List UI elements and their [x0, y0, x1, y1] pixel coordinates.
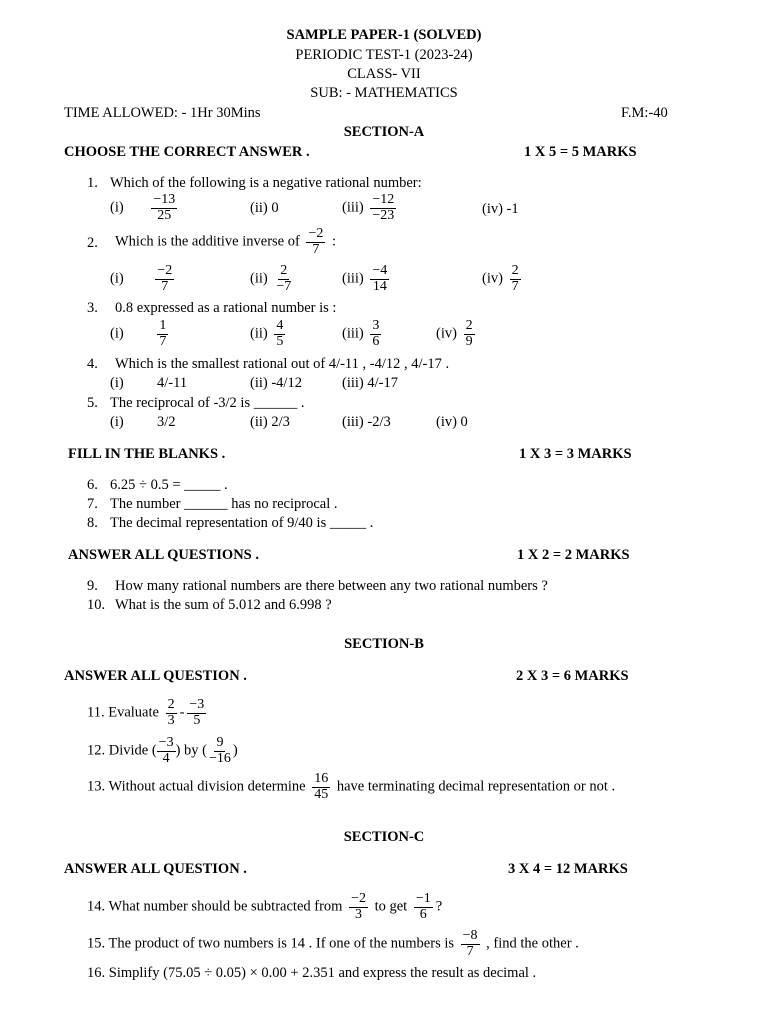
- fraction: $\frac{-13}{25}$: [153, 192, 176, 223]
- q12-mid: ) by (: [175, 742, 207, 759]
- q1-option-4: (iv) -1: [482, 201, 519, 217]
- q7-number: 7.: [87, 496, 98, 512]
- q14-mid: to get: [374, 898, 408, 915]
- q2-text: [115, 227, 336, 257]
- q11: [87, 698, 209, 728]
- paper-title: SAMPLE PAPER-1 (SOLVED): [286, 27, 482, 43]
- choose-marks: 1 X 5 = 5 MARKS: [524, 144, 637, 160]
- q14: [87, 892, 442, 922]
- q12-end: ): [232, 742, 238, 759]
- option-label: (i): [110, 325, 124, 342]
- full-marks: F.M:-40: [621, 105, 668, 121]
- option-label: (iii): [342, 199, 364, 216]
- q4-option-1: 4/-11: [157, 375, 188, 391]
- q9-text: How many rational numbers are there between any two rational numbers ?: [115, 578, 548, 594]
- q11-text: 11. Evaluate: [87, 704, 159, 721]
- fraction: $\frac{2}{-7}$: [276, 263, 292, 294]
- option-label: (i): [110, 199, 124, 216]
- q13-rest: have terminating decimal representation or not .: [336, 778, 616, 795]
- section-b-title: SECTION-B: [344, 636, 424, 652]
- fraction: $\frac{-8}{7}$: [462, 928, 478, 959]
- q13: [87, 772, 615, 802]
- q14-text: 14. What number should be subtracted from: [87, 898, 343, 915]
- fraction: $\frac{-4}{14}$: [372, 263, 388, 294]
- fraction: $\frac{3}{6}$: [372, 318, 380, 349]
- option-label: (iv): [436, 325, 457, 342]
- q2-option-4: [482, 264, 524, 294]
- q3-option-3: [342, 319, 384, 349]
- section-b-heading: ANSWER ALL QUESTION .: [64, 668, 247, 684]
- q5-number: 5.: [87, 395, 98, 411]
- q14-end: ?: [435, 898, 443, 915]
- q6-number: 6.: [87, 477, 98, 493]
- option-label: (iii): [342, 325, 364, 342]
- section-b-marks: 2 X 3 = 6 MARKS: [516, 668, 629, 684]
- choose-heading: CHOOSE THE CORRECT ANSWER .: [64, 144, 310, 160]
- q5-option-4: (iv) 0: [436, 414, 468, 430]
- fraction: $\frac{-3}{5}$: [189, 697, 205, 728]
- fill-blanks-marks: 1 X 3 = 3 MARKS: [519, 446, 632, 462]
- answer-all-marks: 1 X 2 = 2 MARKS: [517, 547, 630, 563]
- q4-text: Which is the smallest rational out of 4/-11 , -4/12 , 4/-17 .: [115, 356, 450, 372]
- q1-option-3: [342, 193, 399, 223]
- fraction: $\frac{2}{7}$: [511, 263, 519, 294]
- fill-blanks-heading: FILL IN THE BLANKS .: [68, 446, 226, 462]
- section-c-heading: ANSWER ALL QUESTION .: [64, 861, 247, 877]
- option-label: (ii): [250, 325, 268, 342]
- section-c-title: SECTION-C: [343, 829, 425, 845]
- q1-text: Which of the following is a negative rational number:: [110, 175, 422, 191]
- section-c-marks: 3 X 4 = 12 MARKS: [508, 861, 628, 877]
- q5-option-2: (ii) 2/3: [250, 414, 290, 430]
- q15-rest: , find the other .: [486, 935, 579, 952]
- colon: :: [331, 233, 337, 250]
- q4-option-1-label: (i): [110, 375, 124, 391]
- q12-text: 12. Divide (: [87, 742, 157, 759]
- q5-option-3: (iii) -2/3: [342, 414, 391, 430]
- section-a-title: SECTION-A: [343, 124, 425, 140]
- q1-option-1: [110, 193, 180, 223]
- q4-option-2: (ii) -4/12: [250, 375, 302, 391]
- fraction: $\frac{-12}{-23}$: [372, 192, 395, 223]
- q4-number: 4.: [87, 356, 98, 372]
- q2-option-3: [342, 264, 392, 294]
- q2-text-label: Which is the additive inverse of: [115, 233, 300, 250]
- q3-text: 0.8 expressed as a rational number is :: [115, 300, 337, 316]
- fraction: $\frac{4}{5}$: [276, 318, 284, 349]
- q3-option-2: [250, 319, 288, 349]
- q15: [87, 929, 579, 959]
- q5-option-1-label: (i): [110, 414, 124, 430]
- option-label: (iii): [342, 270, 364, 287]
- q15-text: 15. The product of two numbers is 14 . If one of the numbers is: [87, 935, 455, 952]
- q1-number: 1.: [87, 175, 98, 191]
- q13-text: 13. Without actual division determine: [87, 778, 306, 795]
- q8-text: The decimal representation of 9/40 is _____ .: [110, 515, 374, 531]
- q3-option-4: [436, 319, 478, 349]
- fraction: $\frac{2}{3}$: [167, 697, 175, 728]
- q16-text: 16. Simplify (75.05 ÷ 0.05) × 0.00 + 2.351 and express the result as decimal .: [87, 965, 537, 981]
- q2-number: 2.: [87, 235, 98, 251]
- minus-sign: -: [179, 704, 185, 721]
- q2-option-1: [110, 264, 177, 294]
- fraction: $\frac{-3}{4}$: [158, 735, 174, 766]
- fraction: $\frac{16}{45}$: [314, 771, 329, 802]
- q3-option-1: [110, 319, 171, 349]
- q9-number: 9.: [87, 578, 98, 594]
- q12: [87, 736, 238, 766]
- fraction: $\frac{-1}{6}$: [415, 891, 431, 922]
- subject-label: SUB: - MATHEMATICS: [310, 85, 458, 101]
- q3-number: 3.: [87, 300, 98, 316]
- option-label: (iv): [482, 270, 503, 287]
- q7-text: The number ______ has no reciprocal .: [110, 496, 338, 512]
- q1-option-2: (ii) 0: [250, 200, 279, 216]
- q10-number: 10.: [87, 597, 106, 613]
- time-allowed: TIME ALLOWED: - 1Hr 30Mins: [64, 105, 261, 121]
- q5-option-1: 3/2: [157, 414, 176, 430]
- option-label: (ii): [250, 270, 268, 287]
- fraction: $\frac{1}{7}$: [159, 318, 167, 349]
- answer-all-heading: ANSWER ALL QUESTIONS .: [68, 547, 259, 563]
- fraction: $\frac{-2}{7}$: [308, 226, 324, 257]
- q5-text: The reciprocal of -3/2 is ______ .: [110, 395, 305, 411]
- fraction: $\frac{2}{9}$: [465, 318, 473, 349]
- fraction: $\frac{9}{-16}$: [209, 735, 231, 766]
- class-label: CLASS- VII: [347, 66, 421, 82]
- q8-number: 8.: [87, 515, 98, 531]
- q6-text: 6.25 ÷ 0.5 = _____ .: [110, 477, 228, 493]
- fraction: $\frac{-2}{3}$: [351, 891, 366, 922]
- q2-option-2: [250, 264, 296, 294]
- q4-option-3: (iii) 4/-17: [342, 375, 398, 391]
- test-name: PERIODIC TEST-1 (2023-24): [295, 47, 473, 63]
- option-label: (i): [110, 270, 124, 287]
- fraction: $\frac{-2}{7}$: [157, 263, 173, 294]
- q10-text: What is the sum of 5.012 and 6.998 ?: [115, 597, 332, 613]
